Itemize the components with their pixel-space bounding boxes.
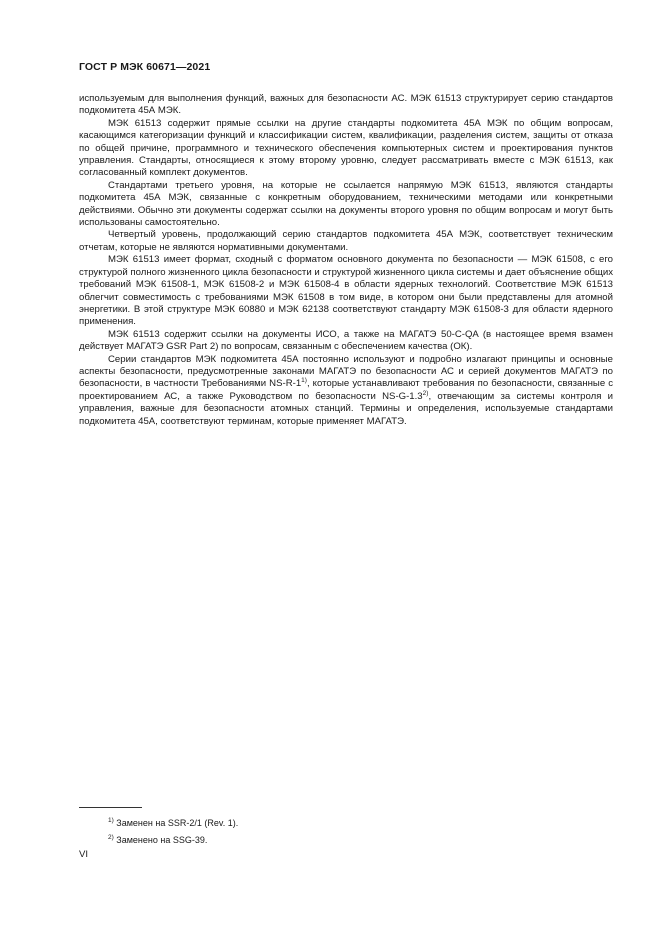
footnote-ref[interactable]: 1) bbox=[301, 377, 307, 385]
paragraph-text: , отвечающим за системы контроля и управления, важные для безопасности атомных станций. Термины и определения, используемые стандартами подкомитета 45А, соответствуют терминам, которые применяет МАГАТЭ. bbox=[79, 390, 614, 427]
body-text bbox=[79, 93, 613, 428]
footnote-ref[interactable]: 2) bbox=[422, 389, 429, 397]
footnote bbox=[108, 832, 238, 849]
paragraph: используемым для выполнения функций, важных для безопасности АС. МЭК 61513 структурирует серию стандартов подкомитета 45А МЭК. bbox=[79, 93, 613, 117]
paragraph-text: Серии стандартов МЭК подкомитета 45А постоянно используют и подробно излагают принципы и основные аспекты безопасности, предусмотренные законами МАГАТЭ по безопасности АС и серией документов МАГАТЭ по безопасности, в частности Требованиями NS-R-1 bbox=[79, 353, 613, 390]
footnote-mark: 1) bbox=[108, 817, 114, 824]
paragraph: МЭК 61513 содержит прямые ссылки на другие стандарты подкомитета 45А МЭК по общим вопросам, касающимся категоризации функций и классификации систем, квалификации, разделения систем, защиты от отказа по общей причине, программного и технического обеспечения компьютерных систем и проектирования пунктов управления. Стандарты, относящиеся к этому второму уровню, следует рассматривать вместе с МЭК 61513, как согласованный комплект документов. bbox=[79, 117, 613, 179]
paragraph: МЭК 61513 содержит ссылки на документы ИСО, а также на МАГАТЭ 50-С-QA (в настоящее время взамен действует МАГАТЭ GSR Part 2) по вопросам, связанным с обеспечением качества (ОК). bbox=[79, 328, 613, 353]
paragraph: Четвертый уровень, продолжающий серию стандартов подкомитета 45А МЭК, соответствует техническим отчетам, которые не являются нормативными документами. bbox=[79, 229, 613, 253]
footnote-mark: 2) bbox=[108, 834, 114, 841]
paragraph bbox=[79, 354, 613, 428]
footnote-text: Заменен на SSR-2/1 (Rev. 1). bbox=[116, 818, 239, 828]
footnote-divider bbox=[79, 807, 142, 808]
paragraph: МЭК 61513 имеет формат, сходный с форматом основного документа по безопасности — МЭК 61508, с его структурой полного жизненного цикла безопасности и структурой жизненного цикла системы и дает объяснение общих требований МЭК 61508-1, МЭК 61508-2 и МЭК 61508-4 в области ядерных технологий. Соответствие МЭК 61513 облегчит совместимость с требованиями МЭК 61508 в том виде, в котором они были представлены для атомной энергетики. В этой структуре МЭК 60880 и МЭК 62138 соответствуют стандарту МЭК 61508-3 для области ядерного применения. bbox=[79, 254, 614, 328]
page-header: ГОСТ Р МЭК 60671—2021 bbox=[79, 61, 211, 73]
paragraph: Стандартами третьего уровня, на которые не ссылается напрямую МЭК 61513, являются стандарты подкомитета 45А МЭК, связанные с конкретным оборудованием, техническими методами или конкретными действиями. Обычно эти документы содержат ссылки на документы второго уровня по общим вопросам и могут быть использованы самостоятельно. bbox=[79, 179, 613, 229]
footnote bbox=[108, 815, 238, 832]
paragraph-text: , которые устанавливают требования по безопасности, связанные с проектированием АС, а также Руководством по безопасности NS-G-1.3 bbox=[79, 378, 614, 402]
footnote-text: Заменено на SSG-39. bbox=[116, 835, 208, 845]
footnotes bbox=[108, 815, 238, 849]
page-number: VI bbox=[79, 849, 89, 860]
